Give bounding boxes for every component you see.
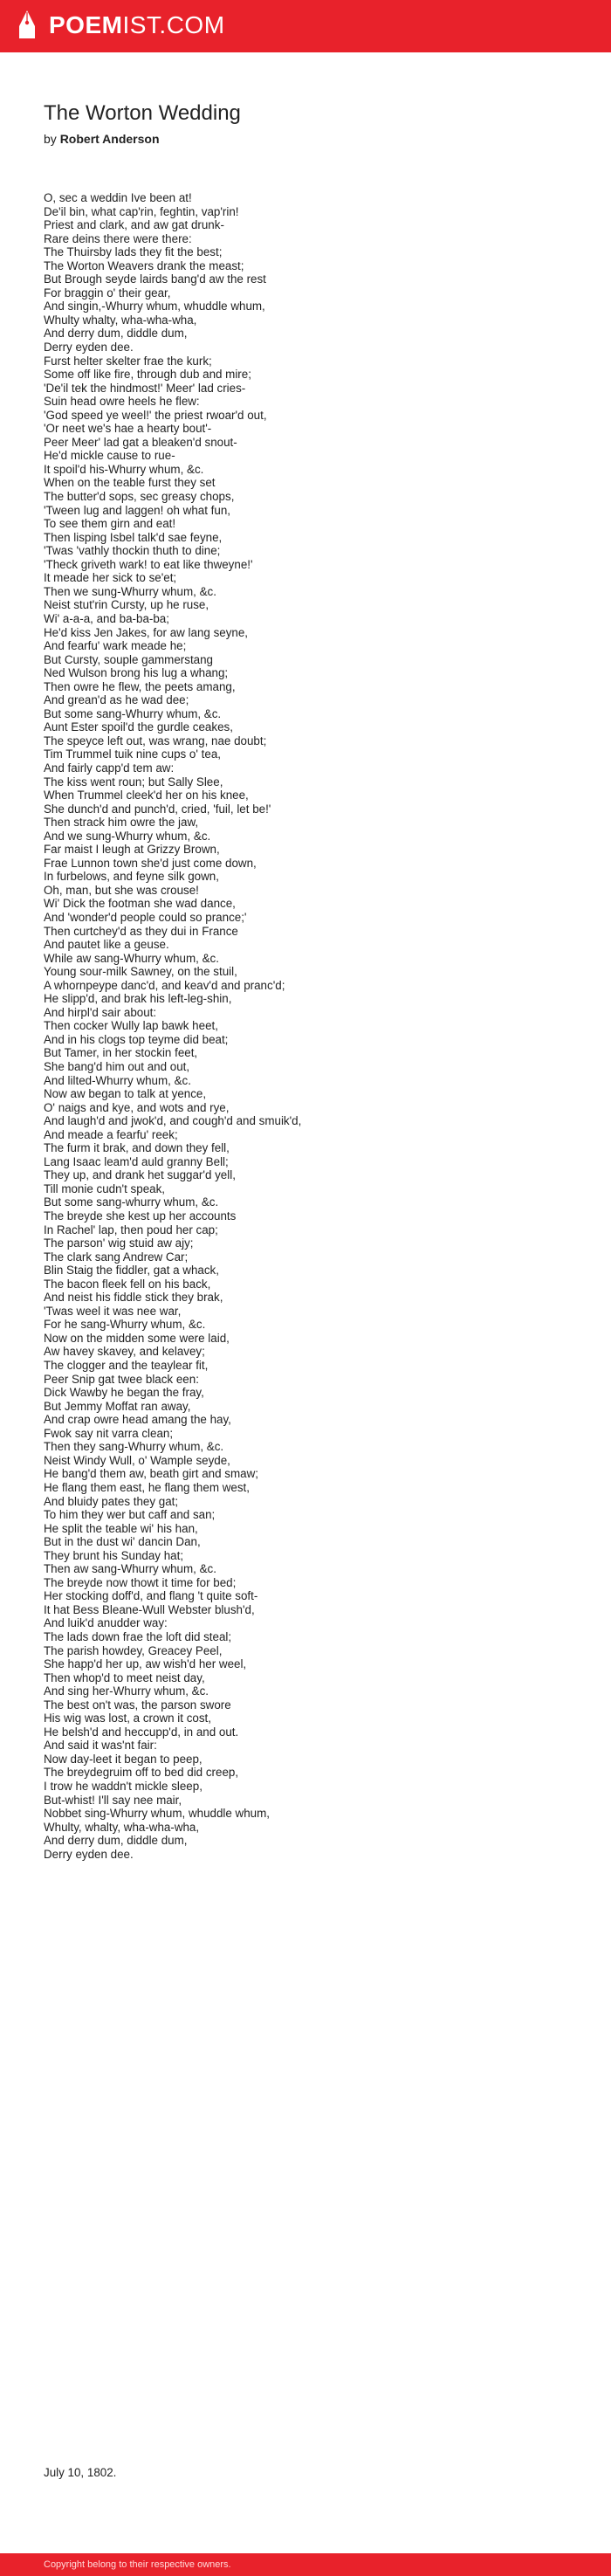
poem-line: Then strack him owre the jaw, bbox=[44, 816, 199, 830]
poem-line: The furm it brak, and down they fell, bbox=[44, 1141, 230, 1155]
poem-line: Then aw sang-Whurry whum, &c. bbox=[44, 1562, 216, 1576]
poem-line: And fearfu' wark meade he; bbox=[44, 639, 187, 653]
poem-line: She dunch'd and punch'd, cried, 'fuil, let be!' bbox=[44, 802, 271, 816]
poem-line: Now day-leet it began to peep, bbox=[44, 1752, 203, 1766]
poem-line: Then we sung-Whurry whum, &c. bbox=[44, 584, 216, 598]
poem-line: Some off like fire, through dub and mire; bbox=[44, 368, 251, 382]
poem-line: Then owre he flew, the peets amang, bbox=[44, 679, 236, 693]
poem-line: But Tamer, in her stockin feet, bbox=[44, 1046, 198, 1060]
poem-line: 'Tween lug and laggen! oh what fun, bbox=[44, 503, 230, 517]
poem-line: She bang'd him out and out, bbox=[44, 1060, 190, 1073]
poem-body bbox=[44, 191, 585, 1861]
poem-line: Suin head owre heels he flew: bbox=[44, 395, 200, 409]
poem-line: They up, and drank het suggar'd yell, bbox=[44, 1168, 236, 1182]
poem-date: July 10, 1802. bbox=[44, 2466, 117, 2479]
poem-line: She happ'd her up, aw wish'd her weel, bbox=[44, 1657, 247, 1671]
poem-line: And singin,-Whurry whum, whuddle whum, bbox=[44, 300, 265, 313]
author-name[interactable]: Robert Anderson bbox=[59, 132, 160, 146]
poem-line: And said it was'nt fair: bbox=[44, 1739, 157, 1753]
poem-line: 'Twas weel it was nee war, bbox=[44, 1304, 182, 1318]
poem-line: 'Theck griveth wark! to eat like thweyne!' bbox=[44, 557, 253, 571]
inkwell-icon bbox=[16, 9, 38, 42]
byline-prefix: by bbox=[44, 132, 57, 146]
poem-line: Peer Snip gat twee black een: bbox=[44, 1372, 199, 1386]
poem-line: They brunt his Sunday hat; bbox=[44, 1548, 184, 1562]
poem-line: And laugh'd and jwok'd, and cough'd and smuik'd, bbox=[44, 1114, 302, 1128]
poem-line: The kiss went roun; but Sally Slee, bbox=[44, 775, 223, 789]
poem-line: Whulty whalty, wha-wha-wha, bbox=[44, 313, 197, 327]
poem-line: It spoil'd his-Whurry whum, &c. bbox=[44, 462, 204, 476]
poem-line: Lang Isaac leam'd auld granny Bell; bbox=[44, 1154, 229, 1168]
poem-line: And hirpl'd sair about: bbox=[44, 1005, 157, 1019]
poem-line: Derry eyden dee. bbox=[44, 341, 134, 355]
poem-line: Oh, man, but she was crouse! bbox=[44, 883, 199, 897]
poem-line: The parson' wig stuid aw ajy; bbox=[44, 1236, 194, 1250]
poem-line: While aw sang-Whurry whum, &c. bbox=[44, 951, 219, 965]
poem-line: He'd kiss Jen Jakes, for aw lang seyne, bbox=[44, 625, 249, 639]
poem-line: And derry dum, diddle dum, bbox=[44, 327, 188, 341]
poem-line: Rare deins there were there: bbox=[44, 231, 192, 245]
poem-line: To see them girn and eat! bbox=[44, 517, 176, 531]
poem-line: It hat Bess Bleane-Wull Webster blush'd, bbox=[44, 1602, 255, 1616]
poem-line: 'De'il tek the hindmost!' Meer' lad cries- bbox=[44, 381, 246, 395]
poem-line: Priest and clark, and aw gat drunk- bbox=[44, 218, 224, 232]
poem-line: When Trummel cleek'd her on his knee, bbox=[44, 789, 249, 802]
poem-line: Ned Wulson brong his lug a whang; bbox=[44, 666, 229, 680]
poem-line: And lilted-Whurry whum, &c. bbox=[44, 1073, 191, 1087]
poem-line: Peer Meer' lad gat a bleaken'd snout- bbox=[44, 435, 237, 449]
logo-wordmark-light: IST.COM bbox=[122, 11, 225, 38]
poem-line: Dick Wawby he began the fray, bbox=[44, 1386, 204, 1400]
poem-line: The breyde now thowt it time for bed; bbox=[44, 1575, 237, 1589]
poem-line: But Cursty, souple gammerstang bbox=[44, 652, 214, 666]
poem-line: Wi' a-a-a, and ba-ba-ba; bbox=[44, 611, 169, 625]
poem-line: For braggin o' their gear, bbox=[44, 286, 171, 300]
poem-line: Frae Lunnon town she'd just come down, bbox=[44, 856, 257, 870]
poem-line: Fwok say nit varra clean; bbox=[44, 1426, 174, 1440]
poem-line: Then they sang-Whurry whum, &c. bbox=[44, 1440, 224, 1454]
poem-line: And sing her-Whurry whum, &c. bbox=[44, 1684, 209, 1698]
poem-line: But some sang-Whurry whum, &c. bbox=[44, 706, 222, 720]
poem-line: The Thuirsby lads they fit the best; bbox=[44, 245, 223, 259]
poem-line: But in the dust wi' dancin Dan, bbox=[44, 1535, 201, 1549]
site-logo[interactable] bbox=[16, 9, 225, 42]
poem-line: And pautet like a geuse. bbox=[44, 938, 169, 952]
poem-line: And neist his fiddle stick they brak, bbox=[44, 1291, 223, 1305]
poem-line: He belsh'd and heccupp'd, in and out. bbox=[44, 1725, 239, 1739]
poem-line: Her stocking doff'd, and flang 't quite soft- bbox=[44, 1589, 258, 1603]
poem-line: And derry dum, diddle dum, bbox=[44, 1834, 188, 1848]
poem-line: And bluidy pates they gat; bbox=[44, 1494, 179, 1508]
poem-line: For he sang-Whurry whum, &c. bbox=[44, 1318, 206, 1332]
poem-line: His wig was lost, a crown it cost, bbox=[44, 1712, 211, 1725]
poem-line: To him they wer but caff and san; bbox=[44, 1508, 216, 1522]
poem-line: And we sung-Whurry whum, &c. bbox=[44, 829, 211, 843]
site-header bbox=[0, 0, 611, 52]
poem-line: Neist Windy Wull, o' Wample seyde, bbox=[44, 1453, 230, 1467]
poem-line: 'God speed ye weel!' the priest rwoar'd out, bbox=[44, 408, 267, 422]
poem-line: Aunt Ester spoil'd the gurdle ceakes, bbox=[44, 720, 233, 734]
logo-wordmark-bold: POEM bbox=[49, 11, 123, 38]
poem-line: Now aw began to talk at yence, bbox=[44, 1087, 207, 1101]
poem-line: The Worton Weavers drank the meast; bbox=[44, 258, 244, 272]
poem-line: And 'wonder'd people could so prance;' bbox=[44, 910, 247, 924]
poem-line: But-whist! I'll say nee mair, bbox=[44, 1793, 182, 1807]
poem-line: And luik'd anudder way: bbox=[44, 1616, 168, 1630]
poem-line: The lads down frae the loft did steal; bbox=[44, 1629, 232, 1643]
poem-line: De'il bin, what cap'rin, feghtin, vap'rin! bbox=[44, 204, 239, 218]
poem-title: The Worton Wedding bbox=[44, 101, 241, 125]
poem-line: The bacon fleek fell on his back, bbox=[44, 1277, 211, 1291]
poem-header bbox=[44, 100, 567, 148]
poem-line: The speyce left out, was wrang, nae doubt; bbox=[44, 734, 267, 747]
logo-wordmark bbox=[49, 9, 225, 42]
poem-line: Far maist I leugh at Grizzy Brown, bbox=[44, 843, 220, 857]
poem-line: It meade her sick to se'et; bbox=[44, 571, 177, 585]
poem-line: Then curtchey'd as they dui in France bbox=[44, 924, 238, 938]
poem-line: But Jemmy Moffat ran away, bbox=[44, 1399, 191, 1413]
poem-line: Young sour-milk Sawney, on the stuil, bbox=[44, 965, 237, 979]
poem-line: Till monie cudn't speak, bbox=[44, 1181, 166, 1195]
poem-line: Nobbet sing-Whurry whum, whuddle whum, bbox=[44, 1807, 270, 1821]
poem-line: Then lisping Isbel talk'd sae feyne, bbox=[44, 530, 223, 544]
poem-line: The clogger and the teaylear fit, bbox=[44, 1359, 209, 1373]
poem-line: The best on't was, the parson swore bbox=[44, 1698, 231, 1712]
poem-line: Aw havey skavey, and kelavey; bbox=[44, 1345, 205, 1359]
poem-line: He split the teable wi' his han, bbox=[44, 1521, 198, 1535]
poem-line: And grean'd as he wad dee; bbox=[44, 693, 189, 707]
poem-line: 'Or neet we's hae a hearty bout'- bbox=[44, 422, 212, 436]
poem-line: And crap owre head amang the hay, bbox=[44, 1413, 231, 1427]
poem-line: Whulty, whalty, wha-wha-wha, bbox=[44, 1820, 200, 1834]
poem-line: The parish howdey, Greacey Peel, bbox=[44, 1643, 223, 1657]
copyright-notice: Copyright belong to their respective owners. bbox=[44, 2559, 231, 2570]
poem-line: 'Twas 'vathly thockin thuth to dine; bbox=[44, 544, 221, 558]
poem-line: I trow he waddn't mickle sleep, bbox=[44, 1779, 203, 1793]
poem-line: Then whop'd to meet neist day, bbox=[44, 1670, 205, 1684]
poem-line: When on the teable furst they set bbox=[44, 476, 216, 490]
poem-line: Derry eyden dee. bbox=[44, 1847, 134, 1861]
poem-line: In furbelows, and feyne silk gown, bbox=[44, 870, 219, 884]
poem-line: He bang'd them aw, beath girt and smaw; bbox=[44, 1467, 258, 1481]
poem-line: Blin Staig the fiddler, gat a whack, bbox=[44, 1264, 219, 1278]
poem-line: But Brough seyde lairds bang'd aw the rest bbox=[44, 272, 266, 286]
poem-line: He flang them east, he flang them west, bbox=[44, 1480, 250, 1494]
poem-line: The breyde she kest up her accounts bbox=[44, 1209, 237, 1223]
byline bbox=[44, 130, 567, 148]
poem-line: Wi' Dick the footman she wad dance, bbox=[44, 897, 236, 911]
poem-line: Tim Trummel tuik nine cups o' tea, bbox=[44, 747, 221, 761]
poem-line: And in his clogs top teyme did beat; bbox=[44, 1032, 229, 1046]
poem-line: Neist stut'rin Cursty, up he ruse, bbox=[44, 598, 209, 612]
poem-line: The breydegruim off to bed did creep, bbox=[44, 1766, 239, 1780]
poem-line: Then cocker Wully lap bawk heet, bbox=[44, 1019, 218, 1033]
poem-line: O' naigs and kye, and wots and rye, bbox=[44, 1100, 230, 1114]
poem-line: He'd mickle cause to rue- bbox=[44, 449, 175, 463]
poem-line: The butter'd sops, sec greasy chops, bbox=[44, 490, 235, 504]
poem-line: And fairly capp'd tem aw: bbox=[44, 761, 175, 775]
poem-line: A whornpeype danc'd, and keav'd and pranc'd; bbox=[44, 978, 285, 992]
poem-line: He slipp'd, and brak his left-leg-shin, bbox=[44, 992, 232, 1006]
poem-line: Furst helter skelter frae the kurk; bbox=[44, 354, 212, 368]
poem-line: O, sec a weddin Ive been at! bbox=[44, 191, 192, 204]
poem-line: Now on the midden some were laid, bbox=[44, 1331, 230, 1345]
poem-line: The clark sang Andrew Car; bbox=[44, 1250, 189, 1264]
poem-line: In Rachel' lap, then poud her cap; bbox=[44, 1223, 218, 1236]
poem-line: And meade a fearfu' reek; bbox=[44, 1127, 178, 1141]
site-footer bbox=[0, 2553, 611, 2576]
poem-line: But some sang-whurry whum, &c. bbox=[44, 1195, 219, 1209]
